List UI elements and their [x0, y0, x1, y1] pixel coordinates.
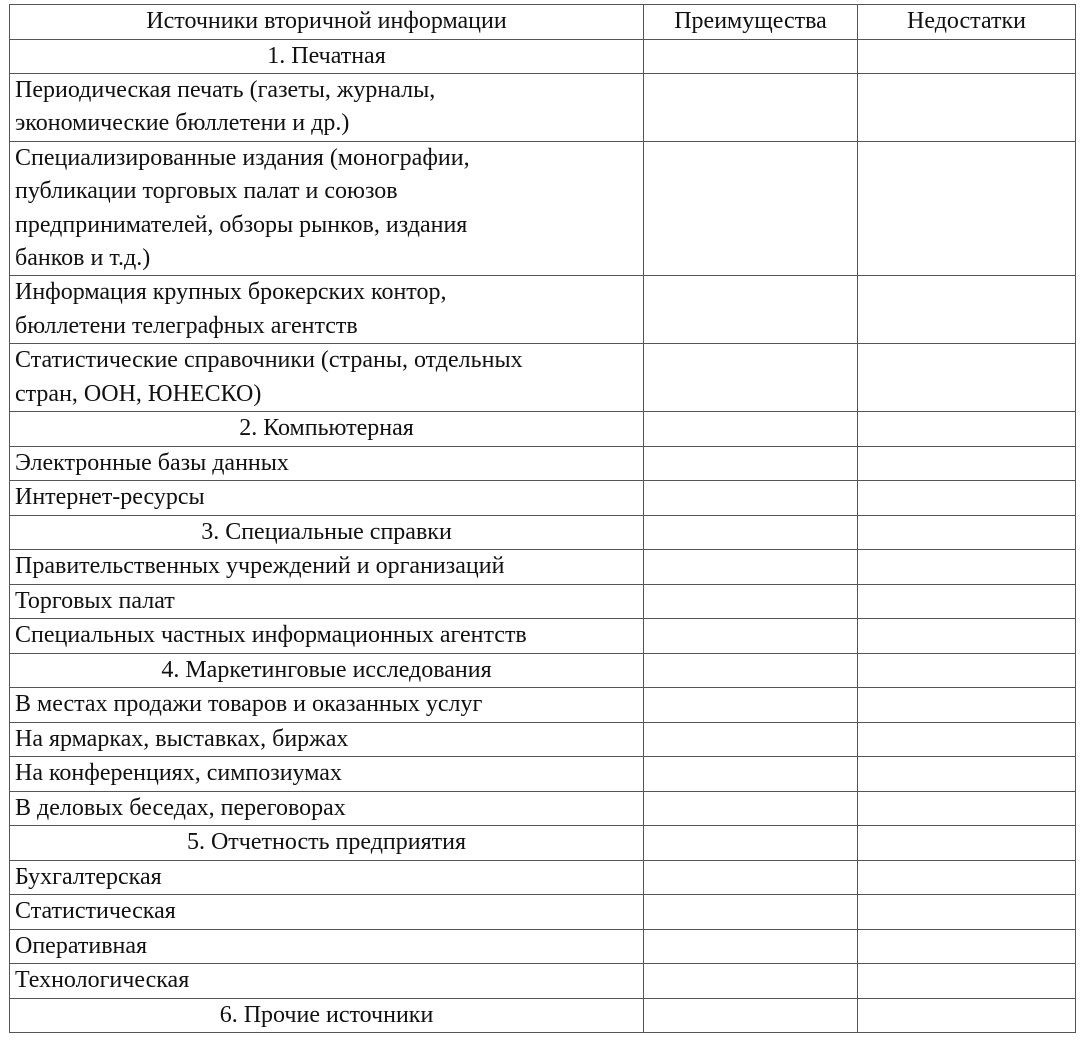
table-row: [10, 860, 1076, 895]
advantages-cell: [644, 141, 858, 276]
advantages-cell: [644, 619, 858, 654]
source-cell: Специальных частных информационных агентств: [10, 619, 644, 654]
advantages-cell: [644, 722, 858, 757]
table-row: [10, 619, 1076, 654]
table-row: [10, 550, 1076, 585]
table-row: [10, 722, 1076, 757]
advantages-cell: [644, 964, 858, 999]
disadvantages-cell: [858, 481, 1076, 516]
disadvantages-cell: [858, 757, 1076, 792]
disadvantages-cell: [858, 344, 1076, 412]
table-row: [10, 964, 1076, 999]
disadvantages-cell: [858, 964, 1076, 999]
table-row: [10, 481, 1076, 516]
source-cell: Оперативная: [10, 929, 644, 964]
table-row: [10, 141, 1076, 276]
document-sheet: [9, 4, 1076, 1033]
table-row: [10, 446, 1076, 481]
advantages-cell: [644, 276, 858, 344]
table-row: [10, 826, 1076, 861]
source-cell: Технологическая: [10, 964, 644, 999]
disadvantages-cell: [858, 515, 1076, 550]
table-row: [10, 791, 1076, 826]
disadvantages-cell: [858, 74, 1076, 142]
advantages-cell: [644, 998, 858, 1033]
advantages-cell: [644, 39, 858, 74]
table-row: [10, 39, 1076, 74]
table-row: [10, 276, 1076, 344]
section-heading: 1. Печатная: [10, 39, 644, 74]
header-source: Источники вторичной информации: [10, 5, 644, 40]
table-row: [10, 653, 1076, 688]
advantages-cell: [644, 757, 858, 792]
disadvantages-cell: [858, 412, 1076, 447]
advantages-cell: [644, 688, 858, 723]
advantages-cell: [644, 791, 858, 826]
section-heading: 6. Прочие источники: [10, 998, 644, 1033]
advantages-cell: [644, 929, 858, 964]
source-cell: Статистические справочники (страны, отдельных стран, ООН, ЮНЕСКО): [10, 344, 644, 412]
disadvantages-cell: [858, 653, 1076, 688]
advantages-cell: [644, 515, 858, 550]
source-cell: Бухгалтерская: [10, 860, 644, 895]
section-heading: 5. Отчетность предприятия: [10, 826, 644, 861]
table-row: [10, 688, 1076, 723]
table-row: [10, 895, 1076, 930]
table-row: [10, 74, 1076, 142]
advantages-cell: [644, 653, 858, 688]
source-cell: Статистическая: [10, 895, 644, 930]
table-row: [10, 757, 1076, 792]
source-cell: В местах продажи товаров и оказанных услуг: [10, 688, 644, 723]
table-row: [10, 344, 1076, 412]
disadvantages-cell: [858, 998, 1076, 1033]
secondary-info-table: [9, 4, 1076, 1033]
source-cell: Специализированные издания (монографии, публикации торговых палат и союзов предпринимателей, обзоры рынков, издания банков и т.д.): [10, 141, 644, 276]
disadvantages-cell: [858, 276, 1076, 344]
table-row: [10, 998, 1076, 1033]
header-row: [10, 5, 1076, 40]
disadvantages-cell: [858, 141, 1076, 276]
advantages-cell: [644, 550, 858, 585]
header-disadvantages: Недостатки: [858, 5, 1076, 40]
header-advantages: Преимущества: [644, 5, 858, 40]
disadvantages-cell: [858, 895, 1076, 930]
source-cell: В деловых беседах, переговорах: [10, 791, 644, 826]
source-cell: На конференциях, симпозиумах: [10, 757, 644, 792]
table-row: [10, 412, 1076, 447]
source-cell: На ярмарках, выставках, биржах: [10, 722, 644, 757]
table-row: [10, 584, 1076, 619]
advantages-cell: [644, 826, 858, 861]
table-row: [10, 515, 1076, 550]
advantages-cell: [644, 74, 858, 142]
source-cell: Интернет-ресурсы: [10, 481, 644, 516]
disadvantages-cell: [858, 584, 1076, 619]
section-heading: 2. Компьютерная: [10, 412, 644, 447]
disadvantages-cell: [858, 929, 1076, 964]
table-row: [10, 929, 1076, 964]
disadvantages-cell: [858, 722, 1076, 757]
section-heading: 4. Маркетинговые исследования: [10, 653, 644, 688]
table-body: [10, 39, 1076, 1033]
advantages-cell: [644, 446, 858, 481]
disadvantages-cell: [858, 826, 1076, 861]
source-cell: Периодическая печать (газеты, журналы, экономические бюллетени и др.): [10, 74, 644, 142]
source-cell: Торговых палат: [10, 584, 644, 619]
advantages-cell: [644, 412, 858, 447]
advantages-cell: [644, 860, 858, 895]
source-cell: Электронные базы данных: [10, 446, 644, 481]
advantages-cell: [644, 584, 858, 619]
advantages-cell: [644, 344, 858, 412]
advantages-cell: [644, 895, 858, 930]
disadvantages-cell: [858, 688, 1076, 723]
disadvantages-cell: [858, 619, 1076, 654]
section-heading: 3. Специальные справки: [10, 515, 644, 550]
disadvantages-cell: [858, 446, 1076, 481]
source-cell: Правительственных учреждений и организаций: [10, 550, 644, 585]
disadvantages-cell: [858, 39, 1076, 74]
disadvantages-cell: [858, 860, 1076, 895]
advantages-cell: [644, 481, 858, 516]
source-cell: Информация крупных брокерских контор, бюллетени телеграфных агентств: [10, 276, 644, 344]
disadvantages-cell: [858, 791, 1076, 826]
disadvantages-cell: [858, 550, 1076, 585]
